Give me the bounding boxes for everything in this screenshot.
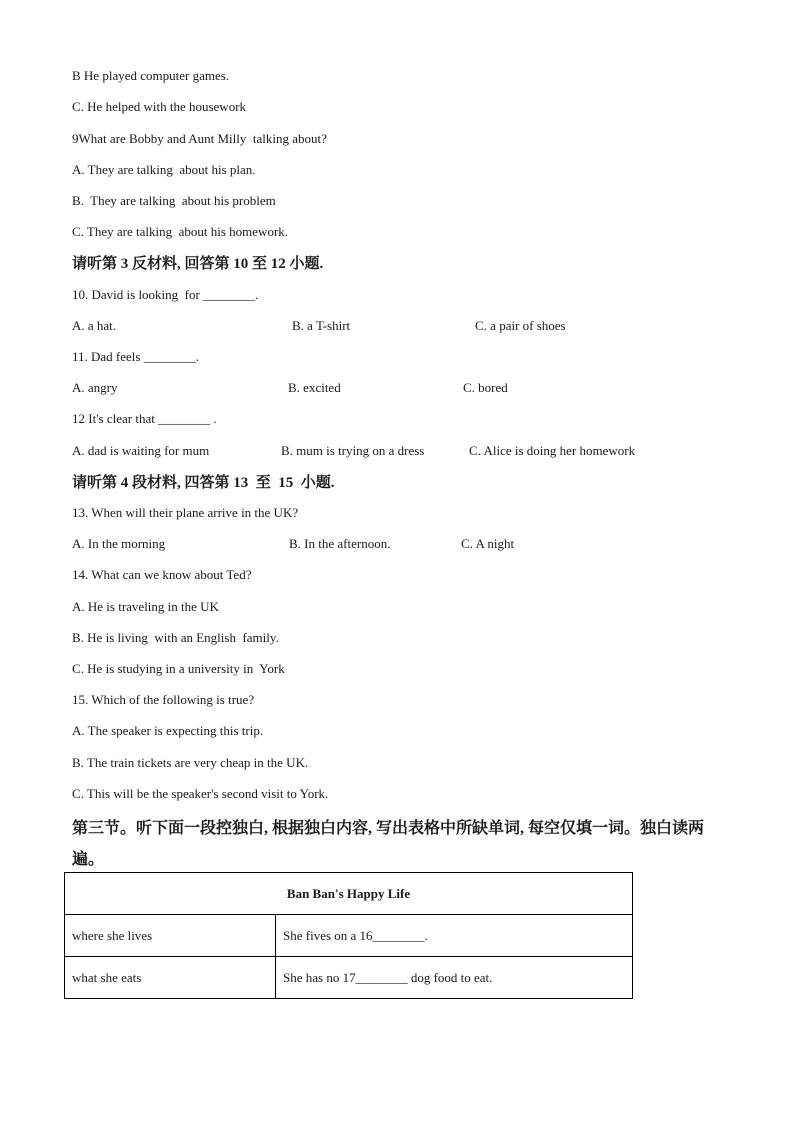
question-14-option-b: B. He is living with an English family. [72, 630, 279, 645]
question-9: 9What are Bobby and Aunt Milly talking about? [72, 131, 327, 146]
question-12-option-c: C. Alice is doing her homework [469, 443, 636, 458]
question-12: 12 It's clear that ________ . [72, 411, 217, 426]
question-11-option-c: C. bored [463, 380, 508, 395]
question-15: 15. Which of the following is true? [72, 692, 255, 707]
question-12-option-b: B. mum is trying on a dress [281, 443, 425, 458]
table-row-value: She has no 17________ dog food to eat. [276, 957, 633, 999]
question-12-option-a: A. dad is waiting for mum [72, 443, 210, 458]
question-9-option-a: A. They are talking about his plan. [72, 162, 256, 177]
question-14: 14. What can we know about Ted? [72, 567, 252, 582]
question-13: 13. When will their plane arrive in the UK? [72, 505, 299, 520]
table-row [65, 915, 633, 957]
question-11: 11. Dad feels ________. [72, 349, 199, 364]
part-3-instructions: 第三节。听下面一段控独白, 根据独白内容, 写出表格中所缺单词, 每空仅填一词。独白读两遍。 [72, 820, 705, 868]
question-9-option-b: B. They are talking about his problem [72, 193, 276, 208]
question-10: 10. David is looking for ________. [72, 287, 259, 302]
question-10-option-c: C. a pair of shoes [475, 318, 566, 333]
table-row-label: what she eats [65, 957, 276, 999]
question-14-option-c: C. He is studying in a university in York [72, 661, 285, 676]
table-row-label: where she lives [65, 915, 276, 957]
question-13-option-a: A. In the morning [72, 536, 166, 551]
question-14-option-a: A. He is traveling in the UK [72, 599, 219, 614]
question-10-option-b: B. a T-shirt [292, 318, 351, 333]
question-11-option-a: A. angry [72, 380, 118, 395]
line-b-computer-games: B He played computer games. [72, 68, 230, 83]
question-15-option-b: B. The train tickets are very cheap in the UK. [72, 755, 309, 770]
question-10-option-a: A. a hat. [72, 318, 117, 333]
table-title: Ban Ban's Happy Life [65, 873, 633, 915]
table-title-row [65, 873, 633, 915]
table-row [65, 957, 633, 999]
fill-in-table [64, 872, 633, 999]
question-11-option-b: B. excited [288, 380, 341, 395]
question-15-option-c: C. This will be the speaker's second visit to York. [72, 786, 329, 801]
question-13-option-b: B. In the afternoon. [289, 536, 391, 551]
question-13-option-c: C. A night [461, 536, 515, 551]
section-3-heading: 请听第 3 反材料, 回答第 10 至 12 小题. [72, 256, 324, 272]
table-row-value: She fives on a 16________. [276, 915, 633, 957]
section-4-heading: 请听第 4 段材料, 四答第 13 至 15 小题. [72, 475, 335, 491]
question-9-option-c: C. They are talking about his homework. [72, 224, 289, 239]
question-15-option-a: A. The speaker is expecting this trip. [72, 723, 264, 738]
line-c-housework: C. He helped with the housework [72, 99, 247, 114]
